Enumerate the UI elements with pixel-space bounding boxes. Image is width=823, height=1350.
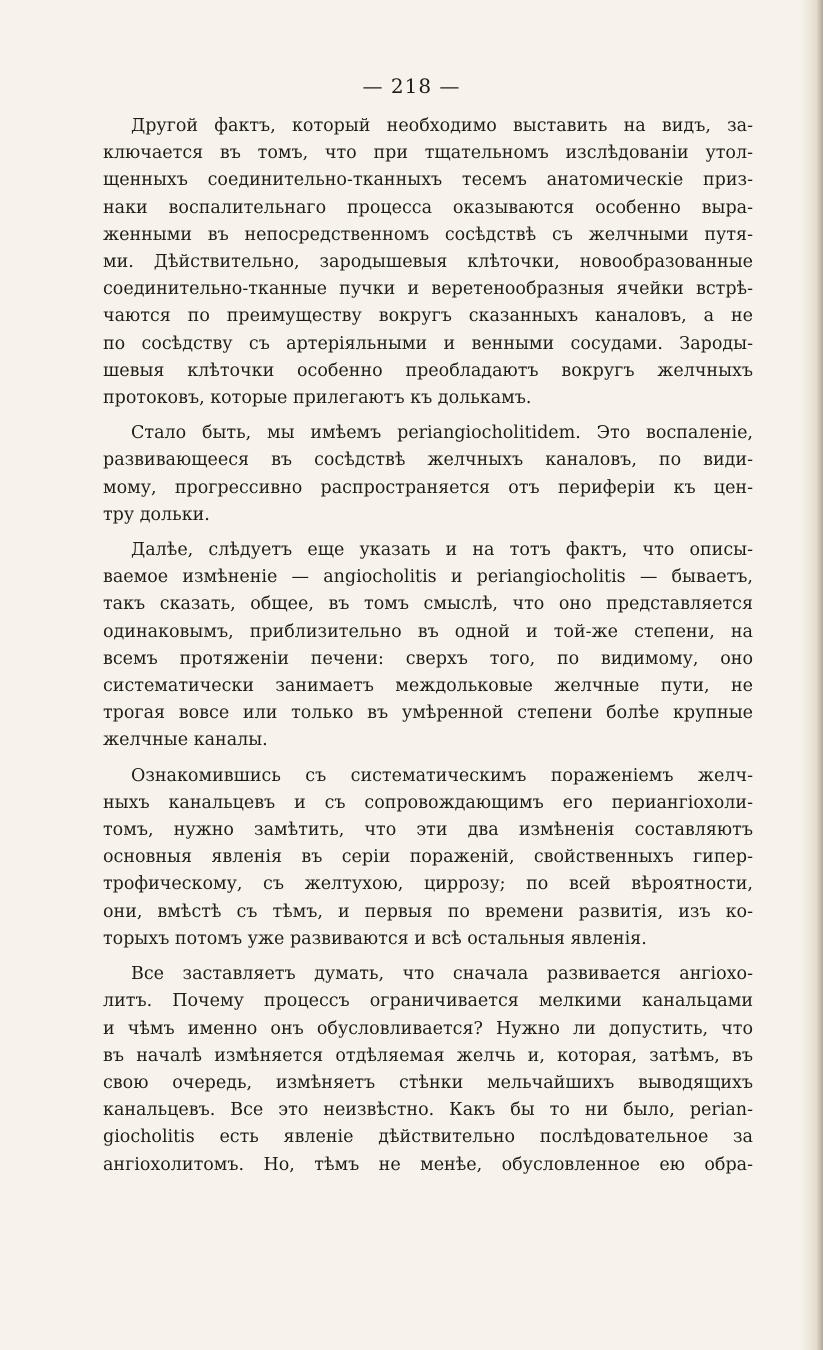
text-line: Все заставляетъ думать, что сначала развивается ангіохо- — [131, 964, 753, 985]
text-line: всемъ протяженіи печени: сверхъ того, по видимому, оно — [103, 648, 753, 669]
text-line: желчные каналы. — [103, 730, 268, 751]
text-line: чаются по преимуществу вокругъ сказанныхъ каналовъ, а не — [103, 306, 753, 327]
text-line: Ознакомившись съ систематическимъ пораженіемъ желч- — [131, 765, 753, 786]
text-line: протоковъ, которые прилегаютъ къ долькамъ. — [103, 388, 532, 409]
text-line: канальцевъ. Все это неизвѣстно. Какъ бы то ни было, perian- — [103, 1100, 753, 1121]
text-line: одинаковымъ, приблизительно въ одной и той-же степени, на — [103, 621, 753, 642]
text-line: наки воспалительнаго процесса оказываются особенно выра- — [103, 197, 753, 218]
text-line: Далѣе, слѣдуетъ еще указать и на тотъ фактъ, что описы- — [131, 540, 753, 561]
text-line: систематически занимаетъ междольковые желчные пути, не — [103, 676, 753, 697]
text-line: такъ сказать, общее, въ томъ смыслѣ, что оно представляется — [103, 594, 753, 615]
text-line: Стало быть, мы имѣемъ periangiocholitidem. Это воспаленіе, — [131, 423, 753, 444]
paragraph — [103, 537, 753, 755]
text-line: Другой фактъ, который необходимо выставить на видъ, за- — [131, 116, 753, 136]
body-text — [103, 113, 753, 1187]
text-line: мому, прогрессивно распространяется отъ периферіи къ цен- — [103, 477, 753, 498]
text-line: ми. Дѣйствительно, зародышевыя клѣточки, новообразованные — [103, 252, 753, 273]
text-line: трофическому, съ желтухою, циррозу; по всей вѣроятности, — [103, 874, 753, 895]
page-edge-shadow — [801, 0, 823, 1350]
text-line: ваемое измѣненіе — angiocholitis и periangiocholitis — бываетъ, — [103, 567, 753, 588]
text-line: ныхъ канальцевъ и съ сопровождающимъ его периангіохоли- — [103, 792, 753, 813]
text-line: они, вмѣстѣ съ тѣмъ, и первыя по времени развитія, изъ ко- — [103, 901, 753, 922]
text-line: основныя явленія въ серіи пораженій, свойственныхъ гипер- — [103, 847, 753, 868]
paragraph — [103, 113, 753, 412]
page-number: — 218 — — [362, 74, 461, 98]
text-line: торыхъ потомъ уже развиваются и всѣ остальныя явленія. — [103, 928, 647, 949]
text-line: развивающееся въ сосѣдствѣ желчныхъ каналовъ, по види- — [103, 450, 753, 471]
text-line: ключается въ томъ, что при тщательномъ изслѣдованіи утол- — [103, 143, 753, 164]
paragraph — [103, 420, 753, 529]
text-line: ангіохолитомъ. Но, тѣмъ не менѣе, обусловленное ею обра- — [103, 1154, 753, 1175]
text-line: литъ. Почему процессъ ограничивается мелкими канальцами — [103, 991, 753, 1012]
text-line: свою очередь, измѣняетъ стѣнки мельчайшихъ выводящихъ — [103, 1072, 753, 1093]
paragraph — [103, 763, 753, 953]
paragraph — [103, 961, 753, 1179]
text-line: щенныхъ соединительно-тканныхъ тесемъ анатомическіе приз- — [103, 170, 753, 191]
text-line: шевыя клѣточки особенно преобладаютъ вокругъ желчныхъ — [103, 360, 753, 381]
text-line: томъ, нужно замѣтить, что эти два измѣненія составляютъ — [103, 820, 753, 841]
text-line: giocholitis есть явленіе дѣйствительно послѣдовательное за — [103, 1127, 753, 1148]
text-line: трогая вовсе или только въ умѣренной степени болѣе крупные — [103, 703, 753, 724]
text-line: тру дольки. — [103, 504, 210, 525]
text-line: женными въ непосредственномъ сосѣдствѣ съ желчными путя- — [103, 224, 753, 245]
text-line: и чѣмъ именно онъ обусловливается? Нужно ли допустить, что — [103, 1018, 753, 1039]
text-line: по сосѣдству съ артеріяльными и венными сосудами. Зароды- — [103, 333, 753, 354]
text-line: соединительно-тканные пучки и веретенообразныя ячейки встрѣ- — [103, 279, 753, 300]
text-line: въ началѣ измѣняется отдѣляемая желчь и, которая, затѣмъ, въ — [103, 1045, 753, 1066]
